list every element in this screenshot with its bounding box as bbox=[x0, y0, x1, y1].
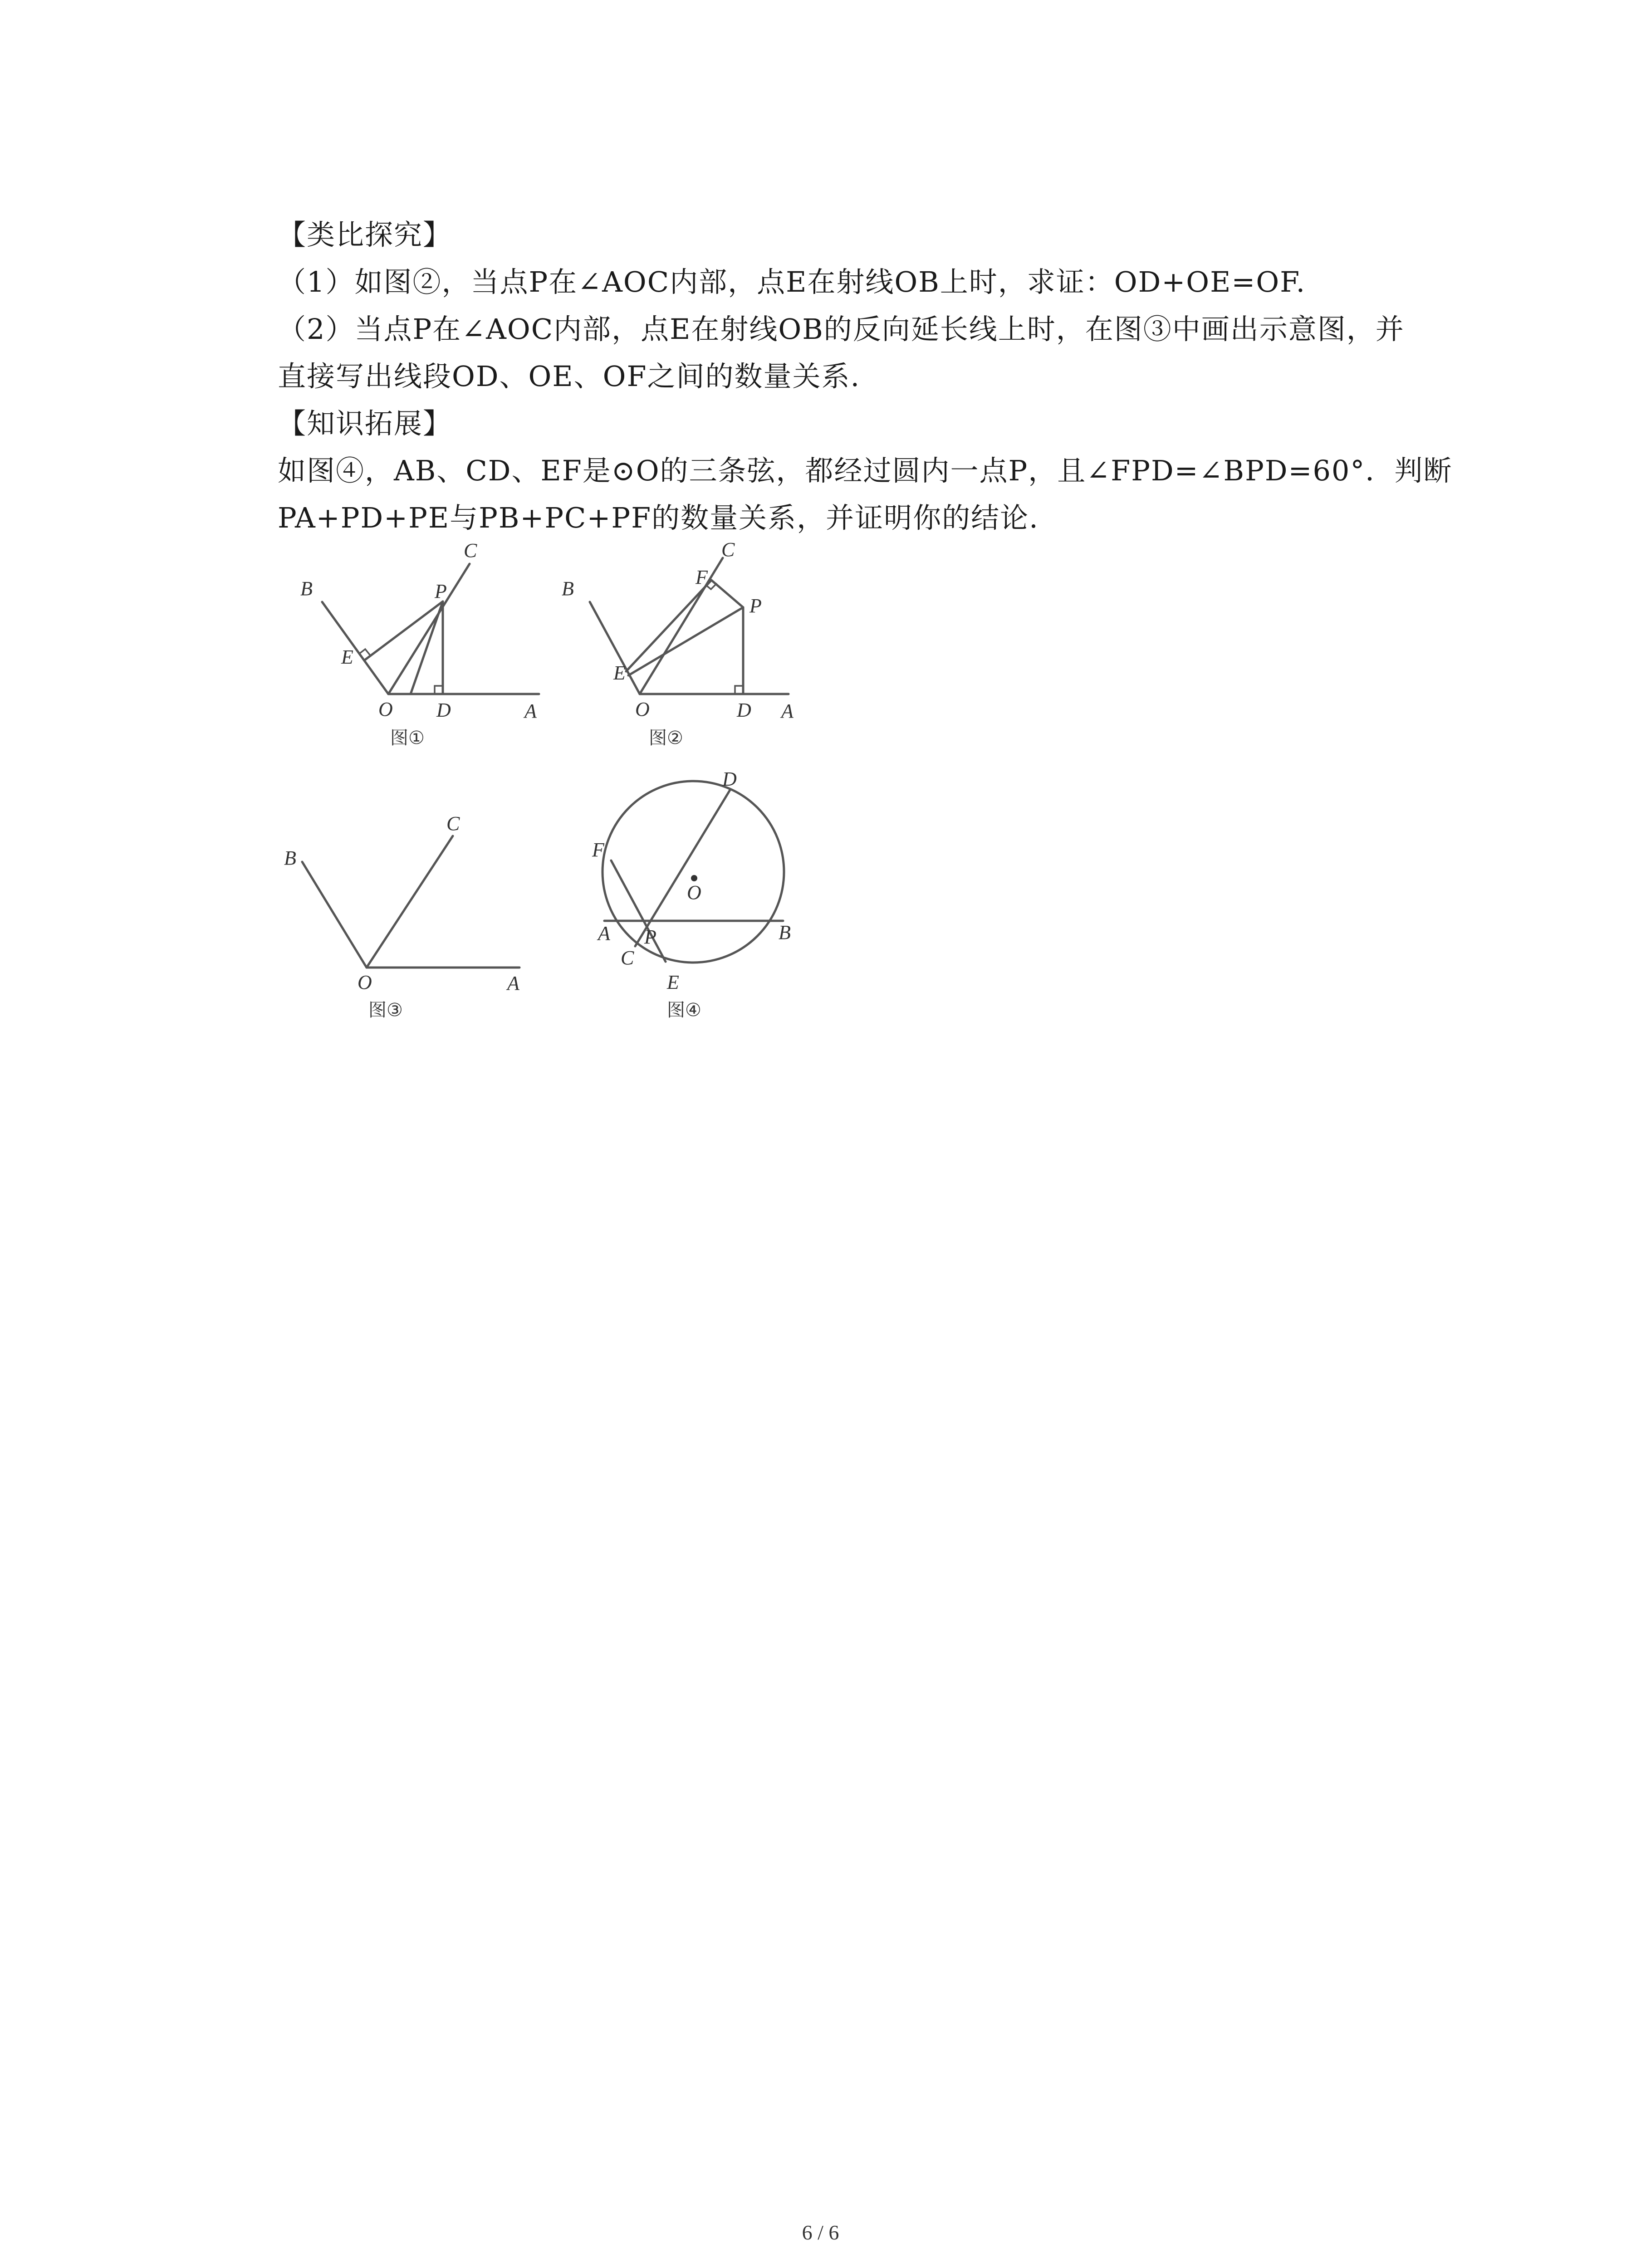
fig2-labels bbox=[562, 538, 794, 748]
extension-heading: 【知识拓展】 bbox=[278, 407, 452, 440]
fig1-caption: 图① bbox=[390, 728, 425, 748]
figure-4 bbox=[603, 781, 784, 963]
fig1-label-P: P bbox=[435, 580, 447, 602]
fig4-label-E: E bbox=[667, 971, 679, 993]
fig1-segment-P-to-OA bbox=[411, 601, 443, 694]
extension-line-2: PA+PD+PE与PB+PC+PF的数量关系，并证明你的结论. bbox=[278, 501, 1039, 534]
analogy-heading: 【类比探究】 bbox=[278, 218, 452, 251]
fig1-ray-OB bbox=[322, 602, 388, 694]
fig4-circle-O bbox=[603, 781, 784, 963]
question-2-line-1: （2）当点P在∠AOC内部，点E在射线OB的反向延长线上时，在图③中画出示意图，并 bbox=[278, 313, 1405, 346]
fig1-right-angle-D bbox=[435, 686, 443, 694]
fig3-label-B: B bbox=[284, 847, 296, 869]
fig2-label-C: C bbox=[721, 538, 735, 561]
fig4-label-P: P bbox=[644, 926, 656, 948]
fig2-label-E: E bbox=[613, 662, 626, 684]
fig3-label-A: A bbox=[507, 972, 519, 994]
fig1-label-B: B bbox=[300, 577, 313, 600]
fig3-label-C: C bbox=[446, 812, 460, 835]
fig4-label-F: F bbox=[592, 839, 604, 861]
fig1-label-C: C bbox=[464, 539, 477, 562]
fig2-label-O: O bbox=[635, 698, 650, 720]
fig1-label-E: E bbox=[341, 646, 353, 668]
extension-line-1: 如图④，AB、CD、EF是⊙O的三条弦，都经过圆内一点P，且∠FPD=∠BPD=60°．判断 bbox=[278, 454, 1453, 487]
fig4-label-B: B bbox=[779, 921, 791, 943]
fig2-label-D: D bbox=[737, 699, 751, 721]
figure-3 bbox=[302, 836, 519, 968]
question-2-line-2: 直接写出线段OD、OE、OF之间的数量关系. bbox=[278, 360, 861, 393]
fig1-label-D: D bbox=[436, 699, 451, 721]
fig1-label-A: A bbox=[524, 700, 537, 722]
fig1-segment-PE bbox=[365, 601, 443, 660]
fig4-label-O: O bbox=[687, 881, 701, 904]
page-number: 6 / 6 bbox=[802, 2221, 839, 2244]
fig2-caption: 图② bbox=[649, 728, 683, 748]
fig3-ray-OB bbox=[302, 862, 367, 968]
question-1: （1）如图②，当点P在∠AOC内部，点E在射线OB上时，求证：OD+OE=OF. bbox=[278, 265, 1306, 298]
fig2-label-P: P bbox=[749, 595, 762, 617]
fig4-chord-CD bbox=[635, 789, 730, 946]
fig4-center-dot bbox=[691, 875, 697, 881]
fig3-labels bbox=[284, 812, 520, 1021]
fig2-line-through-E-F bbox=[626, 580, 711, 671]
fig2-label-A: A bbox=[781, 700, 794, 722]
fig1-label-O: O bbox=[378, 698, 393, 720]
fig4-label-C: C bbox=[621, 947, 634, 969]
figure-1 bbox=[322, 564, 539, 694]
fig3-caption: 图③ bbox=[368, 1000, 403, 1021]
fig2-right-angle-D bbox=[735, 686, 743, 694]
fig4-label-A: A bbox=[598, 922, 610, 944]
fig3-ray-OC bbox=[367, 836, 453, 968]
fig4-label-D: D bbox=[722, 768, 737, 790]
fig4-caption: 图④ bbox=[667, 1000, 701, 1021]
fig2-label-F: F bbox=[696, 566, 708, 588]
fig2-label-B: B bbox=[562, 577, 574, 600]
fig1-ray-OC bbox=[388, 564, 470, 694]
fig4-labels bbox=[592, 768, 791, 1021]
fig3-label-O: O bbox=[358, 971, 372, 993]
